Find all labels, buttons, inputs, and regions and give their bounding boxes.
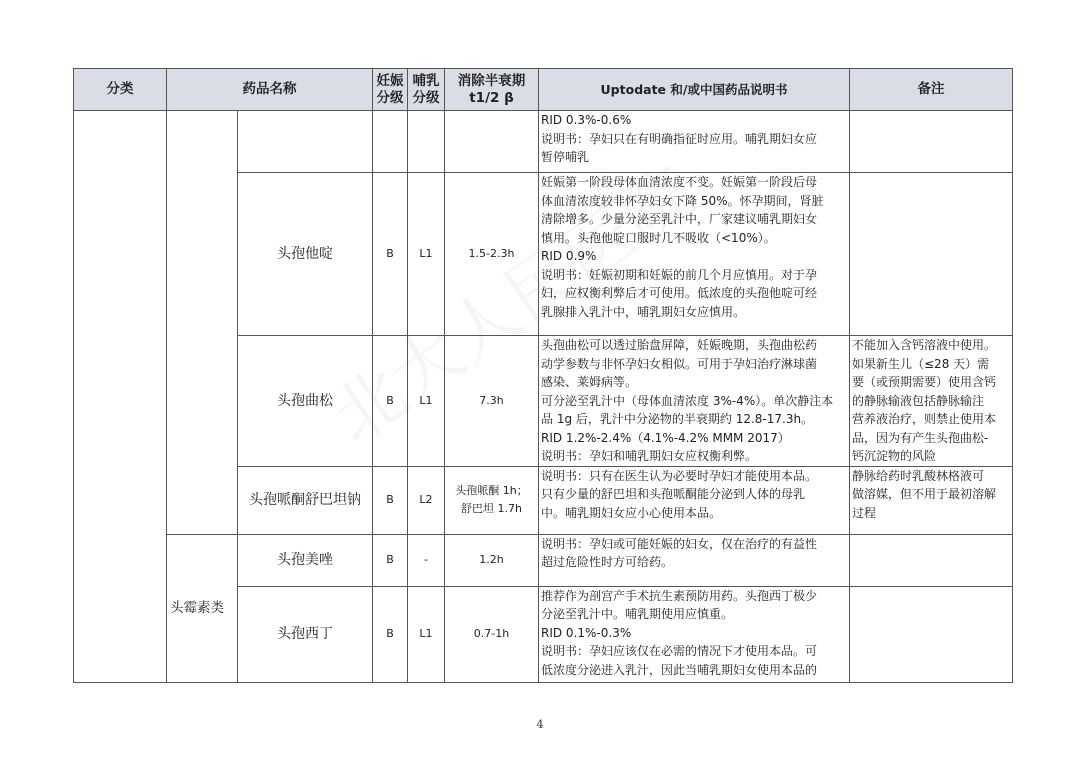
note-line: 如果新生儿（≤28 天）需 xyxy=(852,356,990,371)
pregnancy-grade-cell: B xyxy=(373,466,408,534)
description-cell xyxy=(539,336,850,467)
description-line: 说明书：孕妇或可能妊娠的妇女，仅在治疗的有益性 xyxy=(541,536,818,551)
lactation-grade-cell: L1 xyxy=(408,173,445,336)
half-life-cell xyxy=(445,586,539,682)
category-cell xyxy=(74,111,167,683)
lactation-grade-cell xyxy=(408,111,445,173)
description-line: 慎用。头孢他啶口服时几不吸收（<10%）。 xyxy=(541,230,776,245)
subcategory-cell-cephamycin: 头霉素类 xyxy=(167,534,238,682)
note-line: 钙沉淀物的风险 xyxy=(852,449,937,463)
header-notes: 备注 xyxy=(850,69,1013,111)
drug-name-cell: 头孢哌酮舒巴坦钠 xyxy=(238,466,373,534)
note-cell xyxy=(850,173,1013,336)
drug-name-cell: 头孢他啶 xyxy=(238,173,373,336)
pregnancy-grade-cell: B xyxy=(373,586,408,682)
table-row xyxy=(74,534,1013,586)
half-life-line: 1.2h xyxy=(479,553,504,566)
note-cell xyxy=(850,534,1013,586)
header-source: Uptodate 和/或中国药品说明书 xyxy=(539,69,850,111)
description-line: 可分泌至乳汁中（母体血清浓度 3%-4%）。单次静注本 xyxy=(541,393,834,408)
description-line: 分泌至乳汁中。哺乳期使用应慎重。 xyxy=(541,607,734,621)
description-line: 超过危险性时方可给药。 xyxy=(541,555,674,569)
description-line: 动学参数与非怀孕妇女相似。可用于孕妇治疗淋球菌 xyxy=(541,356,818,371)
note-line: 品，因为有产生头孢曲松- xyxy=(852,430,989,445)
note-line: 过程 xyxy=(852,505,877,520)
page-number: 4 xyxy=(536,718,544,731)
half-life-cell xyxy=(445,466,539,534)
lactation-grade-cell: L1 xyxy=(408,336,445,467)
note-line: 的静脉输液包括静脉输注 xyxy=(852,393,985,408)
note-cell xyxy=(850,466,1013,534)
half-life-line: 7.3h xyxy=(479,393,504,407)
description-line: 清除增多。少量分泌至乳汁中，厂家建议哺乳期妇女 xyxy=(541,212,818,226)
half-life-line: 1.5-2.3h xyxy=(468,247,515,260)
half-life-line: 舒巴坦 1.7h xyxy=(461,502,522,515)
drug-name-cell: 头孢曲松 xyxy=(238,336,373,467)
note-line: 不能加入含钙溶液中使用。 xyxy=(852,338,997,352)
drug-name-cell: 头孢美唑 xyxy=(238,534,373,586)
drug-name-cell xyxy=(238,111,373,173)
subcategory-cell xyxy=(167,111,238,535)
description-line: 暂停哺乳 xyxy=(541,150,590,164)
description-cell xyxy=(539,586,850,682)
header-category: 分类 xyxy=(74,69,167,111)
header-pregnancy-grade: 妊娠 分级 xyxy=(373,69,408,111)
note-line: 要（或预期需要）使用含钙 xyxy=(852,375,997,389)
note-cell xyxy=(850,111,1013,173)
description-line: 说明书：妊娠初期和妊娠的前几个月应慎用。对于孕 xyxy=(541,267,818,282)
description-cell xyxy=(539,466,850,534)
table-row xyxy=(74,111,1013,173)
half-life-line: 0.7-1h xyxy=(473,627,510,640)
description-line: 妇，应权衡利弊后才可使用。低浓度的头孢他啶可经 xyxy=(541,286,818,300)
description-line: 乳腺排入乳汁中，哺乳期妇女应慎用。 xyxy=(541,304,746,319)
description-line: 说明书：孕妇只在有明确指征时应用。哺乳期妇女应 xyxy=(541,131,818,146)
header-drug-name: 药品名称 xyxy=(167,69,373,111)
half-life-cell xyxy=(445,336,539,467)
description-line: 头孢曲松可以透过胎盘屏障，妊娠晚期，头孢曲松药 xyxy=(541,338,818,352)
description-line: RID 1.2%-2.4%（4.1%-4.2% MMM 2017） xyxy=(541,430,790,445)
header-lactation-grade: 哺乳 分级 xyxy=(408,69,445,111)
description-cell xyxy=(539,111,850,173)
lactation-grade-cell: - xyxy=(408,534,445,586)
description-line: 妊娠第一阶段母体血清浓度不变。妊娠第一阶段后母 xyxy=(541,175,818,189)
lactation-grade-cell: L1 xyxy=(408,586,445,682)
half-life-cell xyxy=(445,111,539,173)
description-cell xyxy=(539,173,850,336)
note-cell xyxy=(850,586,1013,682)
description-cell xyxy=(539,534,850,586)
description-line: 说明书：只有在医生认为必要时孕妇才能使用本品。 xyxy=(541,468,818,483)
description-line: 推荐作为剖宫产手术抗生素预防用药。头孢西丁极少 xyxy=(541,588,818,603)
pregnancy-grade-cell: B xyxy=(373,336,408,467)
description-line: RID 0.3%-0.6% xyxy=(541,113,632,127)
description-line: 说明书：孕妇应该仅在必需的情况下才使用本品。可 xyxy=(541,644,818,658)
description-line: RID 0.1%-0.3% xyxy=(541,625,632,640)
description-line: 感染、莱姆病等。 xyxy=(541,375,638,389)
note-line: 静脉给药时乳酸林格液可 xyxy=(852,468,985,483)
description-line: 说明书：孕妇和哺乳期妇女应权衡利弊。 xyxy=(541,449,758,463)
half-life-cell xyxy=(445,534,539,586)
header-row xyxy=(74,69,1013,111)
half-life-line: 头孢哌酮 1h； xyxy=(455,484,528,497)
half-life-cell xyxy=(445,173,539,336)
drug-name-cell: 头孢西丁 xyxy=(238,586,373,682)
description-line: 只有少量的舒巴坦和头孢哌酮能分泌到人体的母乳 xyxy=(541,487,806,501)
note-line: 营养液治疗，则禁止使用本 xyxy=(852,412,997,426)
description-line: 品 1g 后，乳汁中分泌物的半衰期约 12.8-17.3h。 xyxy=(541,412,814,426)
note-cell xyxy=(850,336,1013,467)
note-line: 做溶媒，但不用于最初溶解 xyxy=(852,487,997,501)
description-line: 低浓度分泌进入乳汁，因此当哺乳期妇女使用本品的 xyxy=(541,662,818,677)
lactation-grade-cell: L2 xyxy=(408,466,445,534)
drug-safety-table xyxy=(73,68,1013,683)
pregnancy-grade-cell xyxy=(373,111,408,173)
pregnancy-grade-cell: B xyxy=(373,534,408,586)
description-line: 中。哺乳期妇女应小心使用本品。 xyxy=(541,505,722,520)
description-line: RID 0.9% xyxy=(541,249,597,263)
description-line: 体血清浓度较非怀孕妇女下降 50%。怀孕期间，肾脏 xyxy=(541,193,824,208)
pregnancy-grade-cell: B xyxy=(373,173,408,336)
header-half-life: 消除半衰期 t1/2 β xyxy=(445,69,539,111)
